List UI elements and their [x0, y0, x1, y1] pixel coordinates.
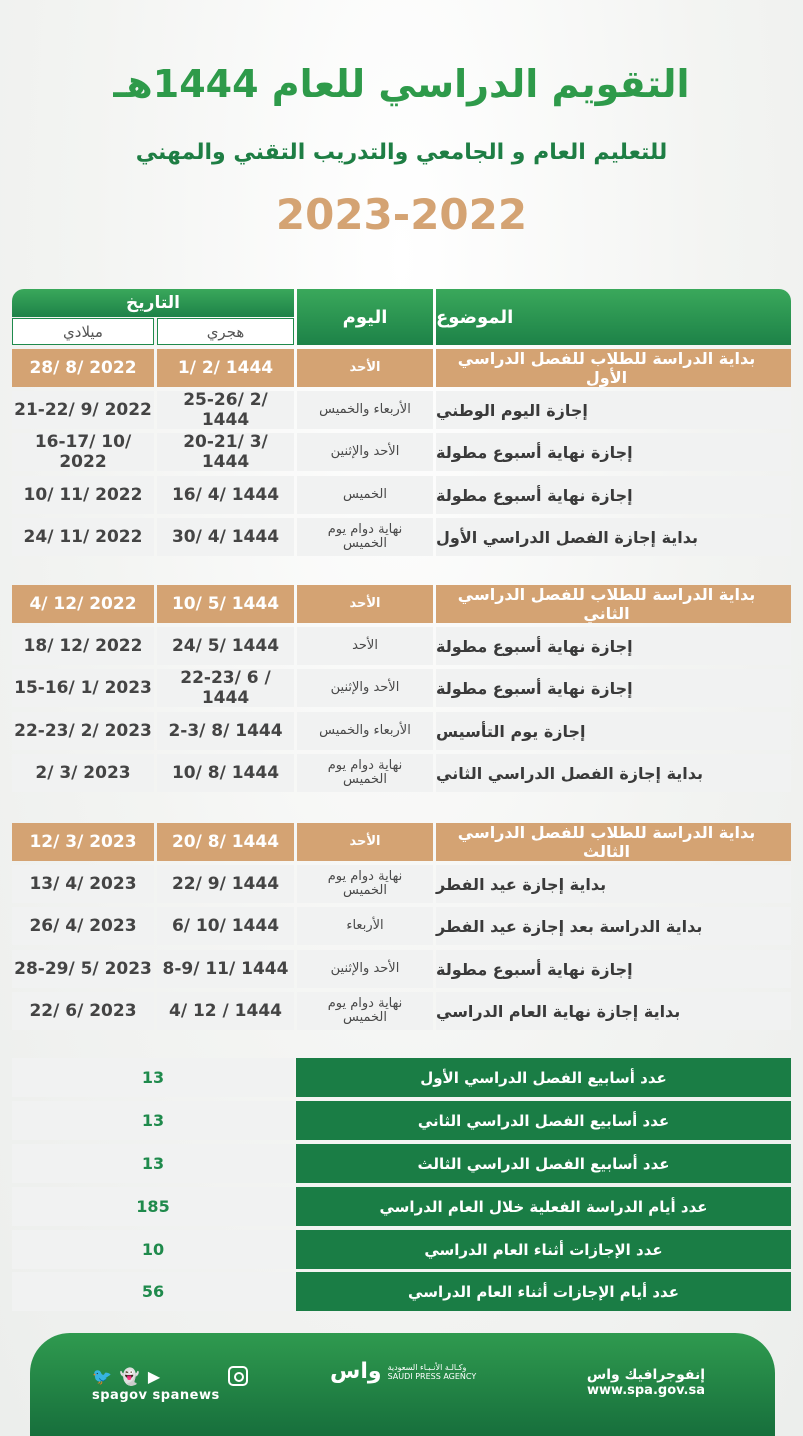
- row-gregorian-date: 21-22/ 9/ 2022: [14, 400, 152, 420]
- row-gregorian-date: 15-16/ 1/ 2023: [14, 678, 152, 698]
- row-hijri-date: 1/ 2/ 1444: [177, 358, 274, 378]
- row-hijri-date: 4/ 12 / 1444: [169, 1001, 282, 1021]
- snapchat-icon[interactable]: 👻: [119, 1366, 140, 1386]
- row-day: نهاية دوام يوم الخميس: [327, 758, 403, 787]
- row-day: الأربعاء والخميس: [319, 402, 411, 417]
- row-subject: بداية الدراسة للطلاب للفصل الدراسي الثاني: [457, 585, 756, 623]
- summary-value: 56: [12, 1272, 294, 1311]
- summary-value: 13: [12, 1058, 294, 1097]
- summary-label: عدد أيام الإجازات أثناء العام الدراسي: [296, 1272, 791, 1311]
- row-day: نهاية دوام يوم الخميس: [327, 522, 403, 551]
- summary-value: 10: [12, 1230, 294, 1269]
- twitter-icon[interactable]: 🐦: [92, 1366, 112, 1386]
- row-subject: إجازة نهاية أسبوع مطولة: [436, 678, 633, 698]
- row-hijri-date: 24/ 5/ 1444: [171, 636, 280, 656]
- row-gregorian-date: 16-17/ 10/ 2022: [34, 432, 132, 472]
- row-day: الأحد والإثنين: [330, 680, 400, 695]
- social-handles: spagov spanews: [92, 1388, 220, 1403]
- summary-value: 13: [12, 1144, 294, 1183]
- row-day: الأحد: [349, 834, 381, 849]
- row-hijri-date: 20-21/ 3/ 1444: [183, 432, 268, 472]
- row-gregorian-date: 13/ 4/ 2023: [29, 874, 137, 894]
- page-subtitle: للتعليم العام و الجامعي والتدريب التقني والمهني: [135, 140, 668, 165]
- infographic-label: إنفوجرافيك واس: [586, 1367, 705, 1383]
- row-day: الأحد والإثنين: [330, 961, 400, 976]
- row-subject: بداية الدراسة للطلاب للفصل الدراسي الثالث: [457, 823, 756, 861]
- row-gregorian-date: 22/ 6/ 2023: [29, 1001, 137, 1021]
- row-gregorian-date: 10/ 11/ 2022: [23, 485, 143, 505]
- header-date: التاريخ: [12, 289, 294, 317]
- row-subject: بداية إجازة الفصل الدراسي الثاني: [436, 763, 704, 783]
- row-hijri-date: 22-23/ 6 / 1444: [180, 668, 271, 708]
- row-gregorian-date: 22-23/ 2/ 2023: [14, 721, 152, 741]
- summary-label: عدد الإجازات أثناء العام الدراسي: [296, 1230, 791, 1269]
- header-subject: الموضوع: [436, 289, 791, 345]
- row-subject: بداية إجازة الفصل الدراسي الأول: [436, 527, 699, 547]
- summary-label: عدد أسابيع الفصل الدراسي الثاني: [296, 1101, 791, 1140]
- row-subject: إجازة يوم التأسيس: [436, 721, 586, 741]
- row-subject: إجازة اليوم الوطني: [436, 400, 588, 420]
- row-gregorian-date: 18/ 12/ 2022: [23, 636, 143, 656]
- row-day: الأحد والإثنين: [330, 444, 400, 459]
- row-day: الخميس: [343, 487, 387, 502]
- row-subject: بداية إجازة نهاية العام الدراسي: [436, 1001, 681, 1021]
- row-hijri-date: 22/ 9/ 1444: [171, 874, 280, 894]
- row-day: الأحد: [349, 596, 381, 611]
- row-day: نهاية دوام يوم الخميس: [327, 996, 403, 1025]
- summary-label: عدد أسابيع الفصل الدراسي الأول: [296, 1058, 791, 1097]
- row-day: الأحد: [352, 638, 378, 653]
- row-hijri-date: 30/ 4/ 1444: [171, 527, 280, 547]
- row-gregorian-date: 4/ 12/ 2022: [29, 594, 137, 614]
- row-subject: إجازة نهاية أسبوع مطولة: [436, 485, 633, 505]
- row-hijri-date: 20/ 8/ 1444: [171, 832, 280, 852]
- summary-label: عدد أسابيع الفصل الدراسي الثالث: [296, 1144, 791, 1183]
- header-day: اليوم: [297, 289, 433, 345]
- row-gregorian-date: 28-29/ 5/ 2023: [14, 959, 152, 979]
- footer-info: [555, 1367, 705, 1398]
- header-hijri: هجري: [157, 318, 294, 345]
- row-subject: بداية إجازة عيد الفطر: [436, 874, 607, 894]
- row-subject: إجازة نهاية أسبوع مطولة: [436, 442, 633, 462]
- row-gregorian-date: 2/ 3/ 2023: [35, 763, 131, 783]
- summary-label: عدد أيام الدراسة الفعلية خلال العام الدراسي: [296, 1187, 791, 1226]
- row-hijri-date: 16/ 4/ 1444: [171, 485, 280, 505]
- row-day: الأربعاء والخميس: [319, 723, 411, 738]
- row-day: نهاية دوام يوم الخميس: [327, 869, 403, 898]
- row-hijri-date: 2-3/ 8/ 1444: [168, 721, 283, 741]
- row-gregorian-date: 26/ 4/ 2023: [29, 916, 137, 936]
- row-subject: إجازة نهاية أسبوع مطولة: [436, 636, 633, 656]
- website-link[interactable]: www.spa.gov.sa: [587, 1383, 705, 1398]
- summary-value: 13: [12, 1101, 294, 1140]
- row-gregorian-date: 24/ 11/ 2022: [23, 527, 143, 547]
- spa-mark: واس: [330, 1359, 382, 1384]
- spa-english-name: SAUDI PRESS AGENCY: [387, 1372, 477, 1381]
- page-title: التقويم الدراسي للعام 1444هـ: [113, 62, 690, 106]
- row-hijri-date: 6/ 10/ 1444: [171, 916, 280, 936]
- row-subject: بداية الدراسة للطلاب للفصل الدراسي الأول: [457, 349, 756, 387]
- social-accounts: [92, 1366, 272, 1403]
- summary-value: 185: [12, 1187, 294, 1226]
- row-hijri-date: 10/ 5/ 1444: [171, 594, 280, 614]
- row-hijri-date: 10/ 8/ 1444: [171, 763, 280, 783]
- row-day: الأحد: [349, 360, 381, 375]
- row-gregorian-date: 12/ 3/ 2023: [29, 832, 137, 852]
- row-day: الأربعاء: [346, 918, 384, 933]
- academic-years: 2023-2022: [275, 190, 528, 239]
- row-hijri-date: 25-26/ 2/ 1444: [183, 390, 268, 430]
- spa-arabic-name: وكـالـة الأنـبـاء السعودية: [387, 1363, 467, 1372]
- youtube-icon[interactable]: ▶: [147, 1366, 161, 1386]
- row-subject: بداية الدراسة بعد إجازة عيد الفطر: [436, 916, 703, 936]
- instagram-icon[interactable]: [228, 1366, 248, 1386]
- row-gregorian-date: 28/ 8/ 2022: [29, 358, 137, 378]
- row-hijri-date: 8-9/ 11/ 1444: [162, 959, 289, 979]
- row-subject: إجازة نهاية أسبوع مطولة: [436, 959, 633, 979]
- spa-logo: [330, 1359, 480, 1384]
- header-gregorian: ميلادي: [12, 318, 154, 345]
